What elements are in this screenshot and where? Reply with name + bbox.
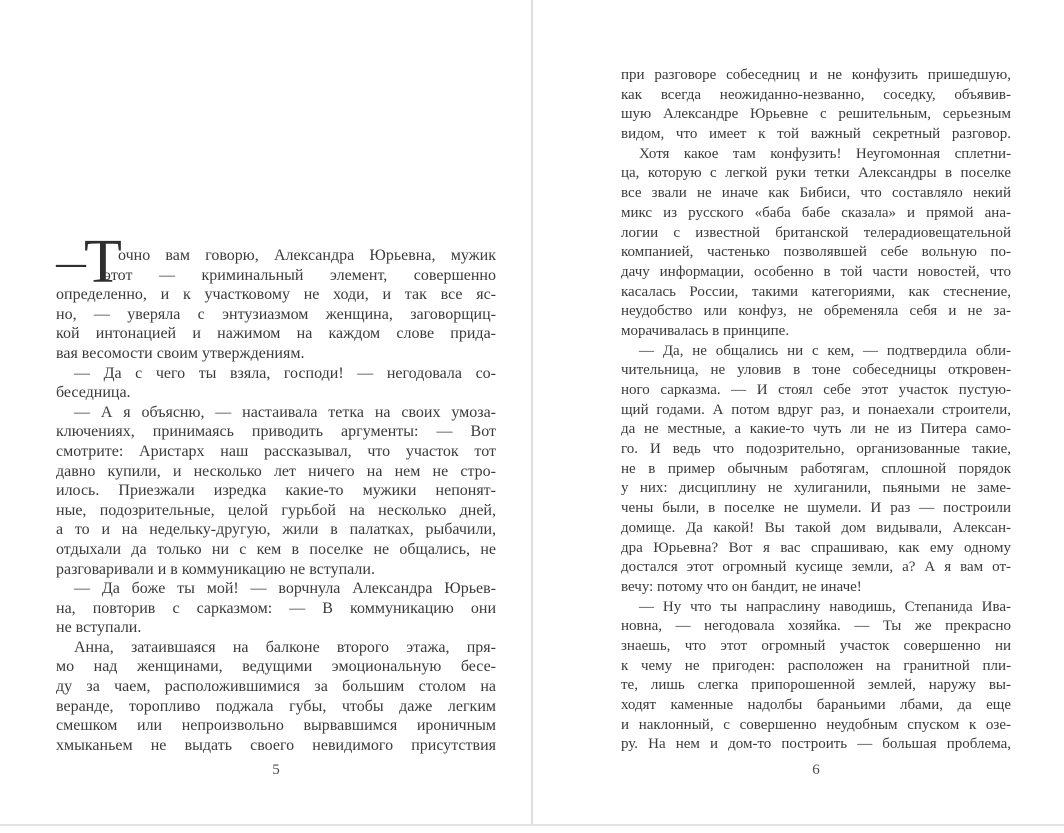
text-line: ду за чаем, расположившимися за большим столом на [56, 678, 496, 696]
text-line: ца, которую с легкой руки тетки Александры в поселке [621, 165, 1011, 182]
text-line: смотрите: Аристарх наш рассказывал, что участок тот [56, 442, 496, 460]
text-line: чены были, в поселке не шумели. И раз — построили [621, 500, 1011, 517]
text-line: компанией, частенько позволявшей себе вольную по- [621, 244, 1011, 261]
text-line: мо над женщинами, ведущими эмоциональную бесе- [56, 658, 496, 676]
text-line: дра Юрьевна? Вот я вас спрашиваю, как ему одному [621, 539, 1011, 556]
text-line: кой интонацией и нажимом на каждом слове прида- [56, 325, 496, 343]
text-line: ного сарказма. — И стоял себе этот участок пустую- [621, 382, 1011, 398]
text-line: очно вам говорю, Александра Юрьевна, мужик [118, 247, 496, 264]
text-line: дачу информации, особенно в той части новостей, что [621, 263, 1011, 280]
text-line: касалась России, такими категориями, как стеснение, [621, 283, 1011, 300]
text-line: веранде, торопливо поджала губы, чтобы даже легким [56, 697, 496, 715]
page-number-left: 5 [272, 762, 280, 778]
text-line: а то и на недельку-другую, жили в палатках, рыбачили, [56, 521, 496, 539]
text-line: — Да боже ты мой! — ворчнула Александра Юрьев- [74, 580, 496, 598]
text-line: морачивалась в принципе. [621, 322, 790, 339]
text-line: вая весомости своим утверждениям. [56, 344, 305, 362]
text-line: как всегда неожиданно-незванно, соседку, объявив- [621, 86, 1011, 103]
text-line: ные, подозрительные, целой гурьбой на несколько дней, [56, 501, 496, 519]
text-line: к чему не пригоден: расположен на гранитной пли- [621, 657, 1011, 674]
text-line: щий годами. А потом вдруг раз, и понаехали строители, [621, 401, 1011, 418]
text-line: достался этот огромный кусище земли, а? А я вам от- [621, 559, 1011, 576]
text-line: на, повторив с сарказмом: — В коммуникацию они [56, 599, 496, 617]
text-line: Хотя какое там конфузить! Неугомонная сплетни- [639, 145, 1011, 162]
text-line: ключениях, принимаясь приводить аргументы: — Вот [56, 423, 496, 441]
text-line: знаешь, что этот огромный участок совершенно ни [621, 637, 1011, 654]
text-line: да не местные, а какие-то чуть ли не из Питера само- [621, 421, 1011, 438]
text-line: логии с известной британской телерадиовещательной [621, 224, 1011, 241]
text-line: — Да с чего ты взяла, господи! — негодовала со- [74, 364, 496, 382]
drop-cap-dash: — [56, 247, 86, 280]
text-line: микс из русского «баба бабе сказала» и прямой ана- [621, 204, 1011, 221]
page-number-right: 6 [812, 762, 820, 778]
text-line: но, — уверяла с энтузиазмом женщина, заговорщиц- [56, 305, 496, 323]
left-page-text [56, 246, 496, 755]
text-line: чительница, не уловив в тоне собеседницы откровен- [621, 362, 1011, 379]
text-line: хмыканьем не выдать своего невидимого присутствия [56, 736, 496, 754]
text-line: новна, — негодовала хозяйка. — Ты же прекрасно [621, 618, 1011, 635]
text-line: при разговоре собеседниц и не конфузить пришедшую, [621, 67, 1011, 83]
text-line: все звали не иначе как Бибиси, что составляло некий [621, 185, 1011, 202]
text-line: беседница. [56, 384, 131, 402]
text-line: этот — криминальный элемент, совершенно [104, 266, 496, 284]
text-line: давно купили, и несколько лет ничего на нем не стро- [56, 462, 496, 480]
text-line: Анна, затаившаяся на балконе второго этажа, пря- [74, 638, 496, 656]
text-line: илось. Приезжали изредка какие-то мужики непонят- [56, 482, 496, 500]
text-line: домище. Да какой! Вы такой дом видывали, Алексан- [621, 519, 1011, 536]
text-line: — Ну что ты напраслину наводишь, Степанида Ива- [639, 598, 1011, 615]
text-line: видом, что имеет к той важный секретный разговор. [621, 126, 1011, 143]
text-line: — А я объясню, — настаивала тетка на своих умоза- [74, 403, 496, 421]
text-line: определенно, и к участковому не ходи, и так все яс- [56, 286, 496, 304]
text-line: вечу: потому что он бандит, не иначе! [621, 578, 862, 595]
text-line: разговаривали и в коммуникацию не вступали. [56, 560, 375, 578]
text-line: шую Александре Юрьевне с решительным, серьезным [621, 106, 1011, 123]
text-line: ходят каменные надолбы бараньими лбами, да еще [621, 697, 1011, 713]
text-line: отдыхали да только ни с кем в поселке не общались, не [56, 540, 496, 558]
page-bottom-edge [0, 824, 1064, 826]
text-line: те, лишь слегка припорошенной землей, наружу вы- [621, 677, 1011, 694]
drop-cap-letter: Т [84, 228, 122, 296]
book-spine-divider [531, 0, 533, 826]
text-line: у них: дисциплину не хулиганили, пьяными не заме- [621, 480, 1011, 497]
text-line: ру. На нем и дом-то построить — большая проблема, [621, 736, 1011, 753]
text-line: и наклонный, с совершенно неудобным спуском к озе- [621, 716, 1011, 733]
text-line: не в пример обычным работягам, сплошной порядок [621, 460, 1011, 477]
text-line: — Да, не общались ни с кем, — подтвердила обли- [639, 342, 1011, 359]
text-line: смешком или непроизвольно вырвавшимся ироничным [56, 717, 496, 735]
text-line: го. И ведь что подозрительно, организованные такие, [621, 441, 1011, 458]
text-line: неудобство или конфуз, не обременяла себя и не за- [621, 303, 1011, 320]
text-line: не вступали. [56, 619, 142, 637]
right-page-text [621, 66, 1011, 755]
